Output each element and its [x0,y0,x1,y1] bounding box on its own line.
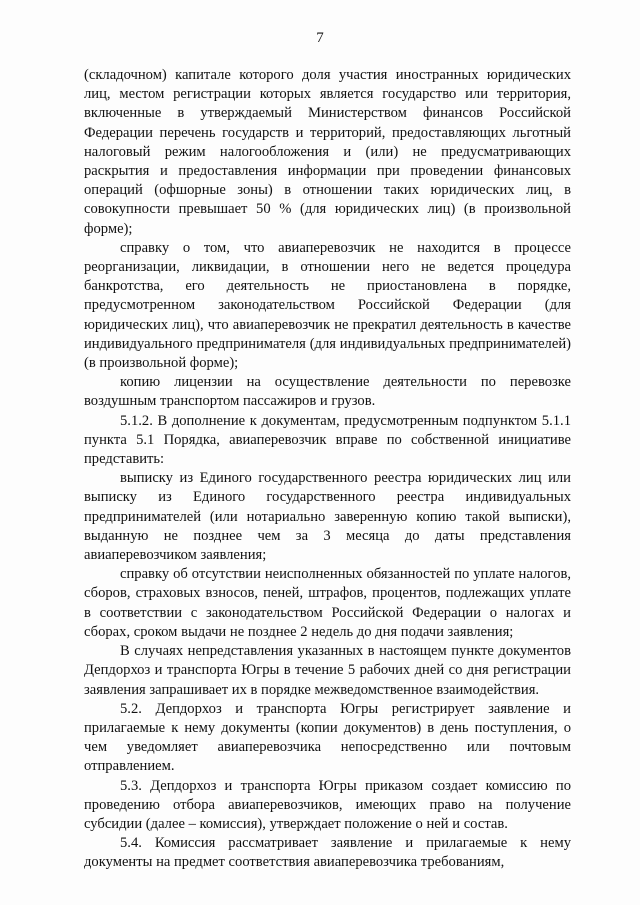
paragraph: В случаях непредставления указанных в настоящем пункте документов Депдорхоз и транспорта Югры в течение 5 рабочих дней со дня регистрации заявления запрашивает их в порядке межведомственное взаимодействия. [84,643,571,698]
paragraph: 5.3. Депдорхоз и транспорта Югры приказом создает комиссию по проведению отбора авиаперевозчиков, имеющих право на получение субсидии (далее – комиссия), утверждает положение о ней и состав. [84,777,571,832]
paragraph: 5.2. Депдорхоз и транспорта Югры регистрирует заявление и прилагаемые к нему документы (копии документов) в день поступления, о чем уведомляет авиаперевозчика непосредственно или почтовым отправлением. [84,700,571,775]
paragraph: 5.4. Комиссия рассматривает заявление и прилагаемые к нему документы на предмет соответствия авиаперевозчика требованиям, [84,835,571,871]
paragraph: 5.1.2. В дополнение к документам, предусмотренным подпунктом 5.1.1 пункта 5.1 Порядка, авиаперевозчик вправе по собственной инициативе представить: [84,412,571,468]
paragraph: справку о том, что авиаперевозчик не находится в процессе реорганизации, ликвидации, в отношении него не ведется процедура банкротства, его деятельность не приостановлена в порядке, предусмотренном законодательством Российской Федерации (для юридических лиц), что авиаперевозчик не прекратил деятельность в качестве индивидуального предпринимателя (для индивидуальных предпринимателей) (в произвольной форме); [84,239,571,372]
paragraph: выписку из Единого государственного реестра юридических лиц или выписку из Единого государственного реестра индивидуальных предпринимателей (или нотариально заверенную копию такой выписки), выданную не позднее чем за 3 месяца до даты представления авиаперевозчиком заявления; [84,470,571,564]
page-number: 7 [316,30,324,46]
paragraph: справку об отсутствии неисполненных обязанностей по уплате налогов, сборов, страховых взносов, пеней, штрафов, процентов, подлежащих уплате в соответствии с законодательством Российской Федерации о налогах и сборах, сроком выдачи не позднее 2 недель до дня подачи заявления; [84,566,571,640]
document-body [84,66,571,873]
paragraph: (складочном) капитале которого доля участия иностранных юридических лиц, местом регистрации которых является государство или территория, включенные в утверждаемый Министерством финансов Российской Федерации перечень государств и территорий, предоставляющих льготный налоговый режим налогообложения и (или) не предусматривающих раскрытия и предоставления информации при проведении финансовых операций (офшорные зоны) в отношении таких юридических лиц, в совокупности превышает 50 % (для юридических лиц) (в произвольной форме); [84,67,571,237]
paragraph: копию лицензии на осуществление деятельности по перевозке воздушным транспортом пассажиров и грузов. [84,374,571,410]
